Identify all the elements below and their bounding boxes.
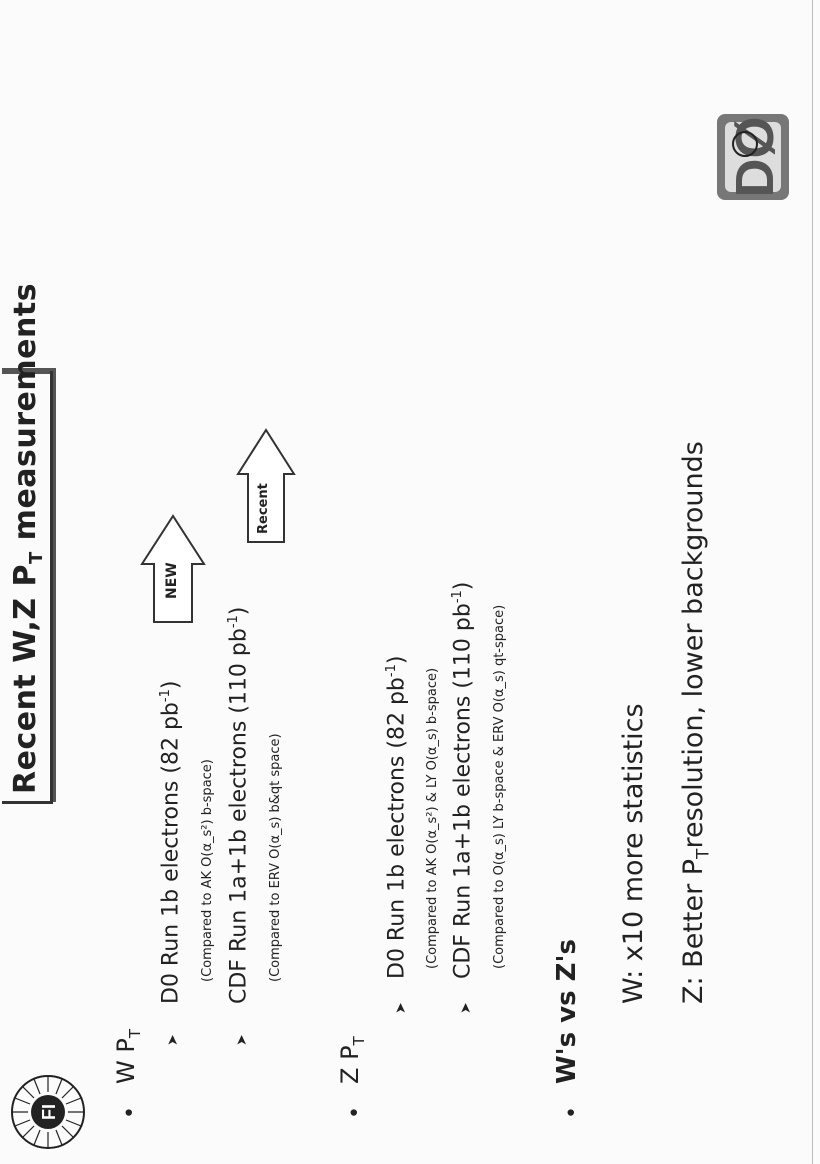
z-item-2-note: (Compared to O(α_s) LY b-space & ERV O(α_s) qt-space) [492,604,507,969]
z-item-2: CDF Run 1a+1b electrons (110 $pb^{-1}$) [450,581,476,979]
sub-bullet-arrow: ➤ [234,1034,250,1046]
d0-logo [715,112,791,202]
scan-edge [812,0,813,1164]
w-item-2: CDF Run 1a+1b electrons (110 $pb^{-1}$) [226,606,252,1004]
w-item-1-note: (Compared to AK O(α_s²) b-space) [200,759,215,982]
z-pt-heading: Z $P_T$ [336,1036,368,1084]
bullet: • [560,1106,585,1119]
sub-bullet-arrow: ➤ [393,1002,409,1014]
w-item-2-note: (Compared to ERV O(α_s) b&qt space) [268,733,283,982]
bullet: • [118,1106,143,1119]
z-item-1: D0 Run 1b electrons (82 $pb^{-1}$) [384,655,410,979]
svg-text:FI: FI [39,1104,59,1120]
new-tag: NEW [164,562,180,599]
fermilab-logo [8,1072,88,1152]
page-title: Recent W,Z $P_T$ measurements [8,282,47,794]
w-item-1: D0 Run 1b electrons (82 $pb^{-1}$) [158,680,184,1004]
wz-line-1: W: x10 more statistics [618,703,649,1004]
wz-line-2: Z: Better $P_Tresolution$, lower backgrounds [678,441,714,1004]
w-pt-heading: W $P_T$ [112,1028,144,1084]
wz-heading: W's vs Z's [552,939,582,1084]
svg-text:DØ: DØ [725,116,785,198]
sub-bullet-arrow: ➤ [458,1002,474,1014]
z-item-1-note: (Compared to AK O(α_s²) & LY O(α_s) b-space) [425,667,440,969]
bullet: • [343,1106,368,1119]
recent-tag: Recent [256,483,271,534]
sub-bullet-arrow: ➤ [165,1034,181,1046]
